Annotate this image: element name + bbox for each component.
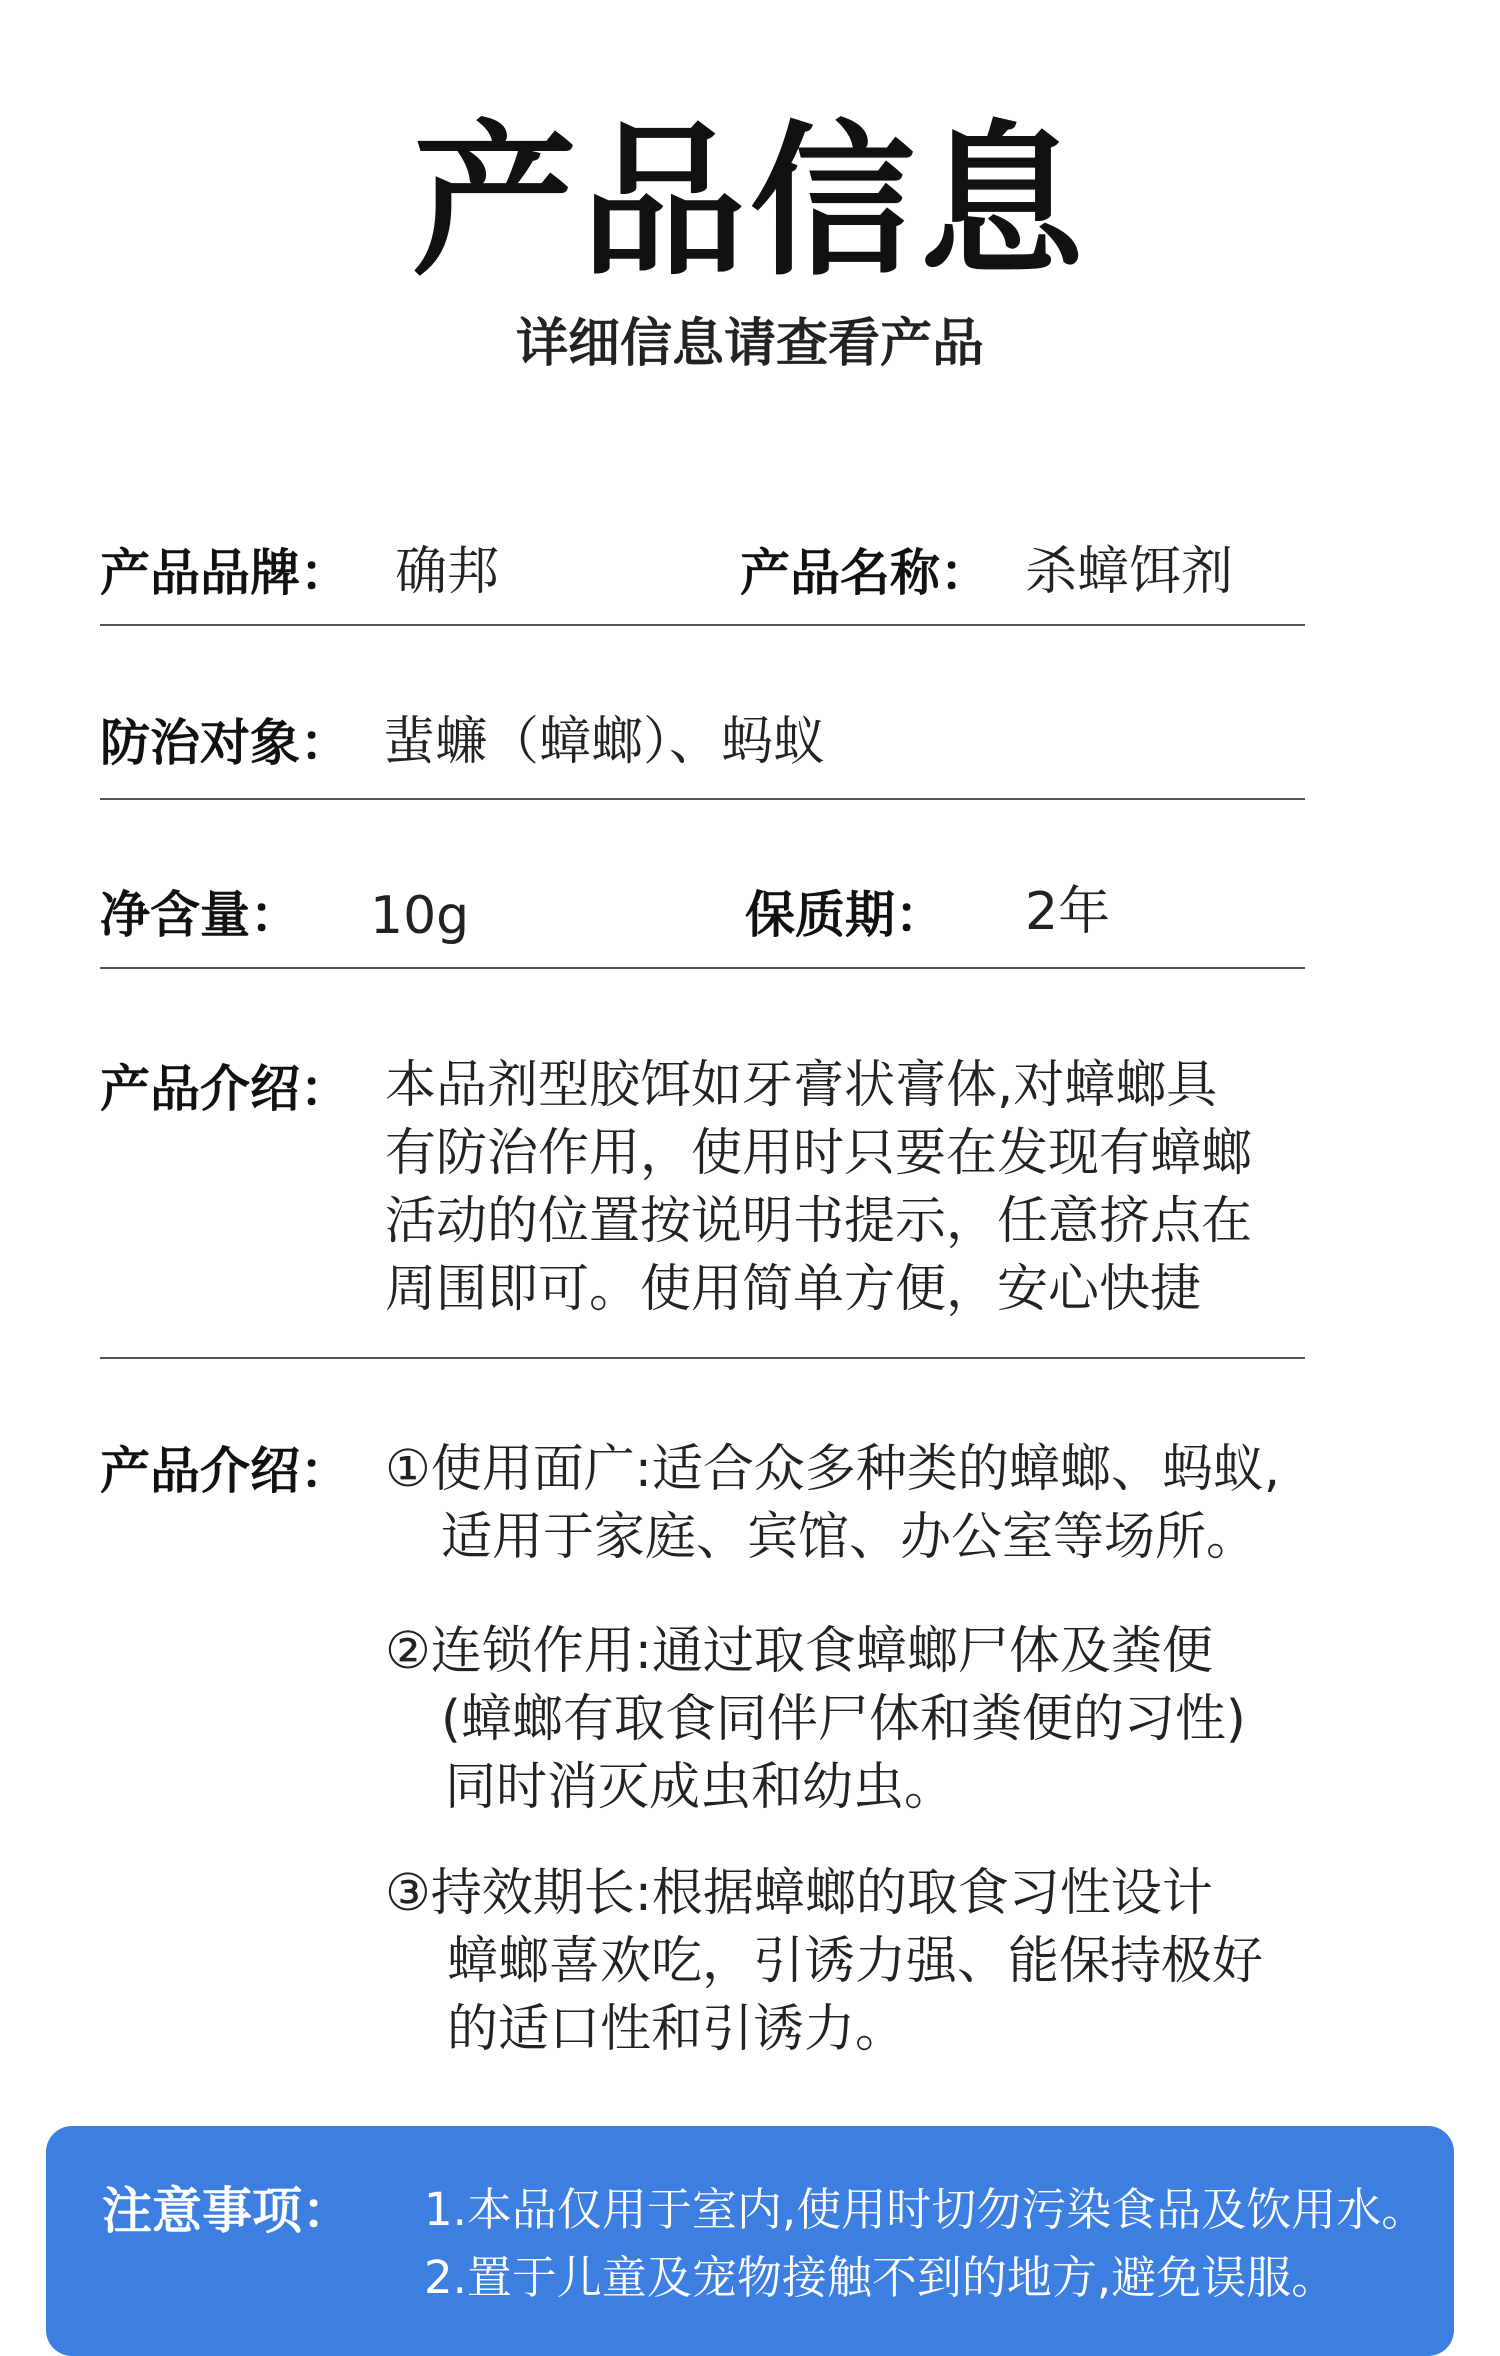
notice-item: 2.置于儿童及宠物接触不到的地方,避免误服。 [424,2251,1337,2304]
feature-line: 的适口性和引诱力。 [447,2000,907,2059]
divider [100,1357,1305,1359]
features-label: 产品介绍： [100,1442,350,1500]
product-name-value: 杀蟑饵剂 [1025,542,1234,602]
intro-line: 活动的位置按说明书提示，任意挤点在 [385,1192,1253,1251]
brand-label: 产品品牌： [100,544,350,602]
feature-line: ③持效期长:根据蟑螂的取食习性设计 [385,1864,1213,1923]
feature-item [385,1436,1280,1572]
feature-line: 适用于家庭、宾馆、办公室等场所。 [441,1508,1258,1567]
intro-line: 有防治作用，使用时只要在发现有蟑螂 [385,1124,1253,1183]
notice-list [424,2176,1426,2312]
feature-line: ②连锁作用:通过取食蟑螂尸体及粪便 [385,1622,1213,1681]
page-subtitle: 详细信息请查看产品 [515,314,984,374]
target-label: 防治对象： [100,714,350,772]
feature-line: 蟑螂喜欢吃，引诱力强、能保持极好 [447,1932,1264,1991]
intro-line: 本品剂型胶饵如牙膏状膏体,对蟑螂具 [385,1056,1218,1115]
notice-label: 注意事项： [102,2182,352,2240]
intro-line: 周围即可。使用简单方便，安心快捷 [385,1260,1202,1319]
intro-text [385,1052,1252,1324]
page-title: 产品信息 [412,106,1088,298]
divider [100,624,1305,626]
divider [100,967,1305,969]
notice-item: 1.本品仅用于室内,使用时切勿污染食品及饮用水。 [424,2183,1427,2236]
feature-line: ①使用面广:适合众多种类的蟑螂、蚂蚁, [385,1440,1281,1499]
feature-item [385,1618,1246,1822]
intro-label: 产品介绍： [100,1060,350,1118]
shelf-life-label: 保质期： [745,886,945,944]
net-weight-value: 10g [370,886,470,946]
net-weight-label: 净含量： [100,886,300,944]
feature-line: (蟑螂有取食同伴尸体和粪便的习性) [441,1690,1246,1749]
feature-line: 同时消灭成虫和幼虫。 [445,1758,956,1817]
brand-value: 确邦 [395,542,500,602]
feature-item [385,1860,1263,2064]
shelf-life-value: 2年 [1025,882,1111,942]
target-value: 蜚蠊（蟑螂）、蚂蚁 [383,712,826,772]
divider [100,798,1305,800]
product-name-label: 产品名称： [740,544,990,602]
